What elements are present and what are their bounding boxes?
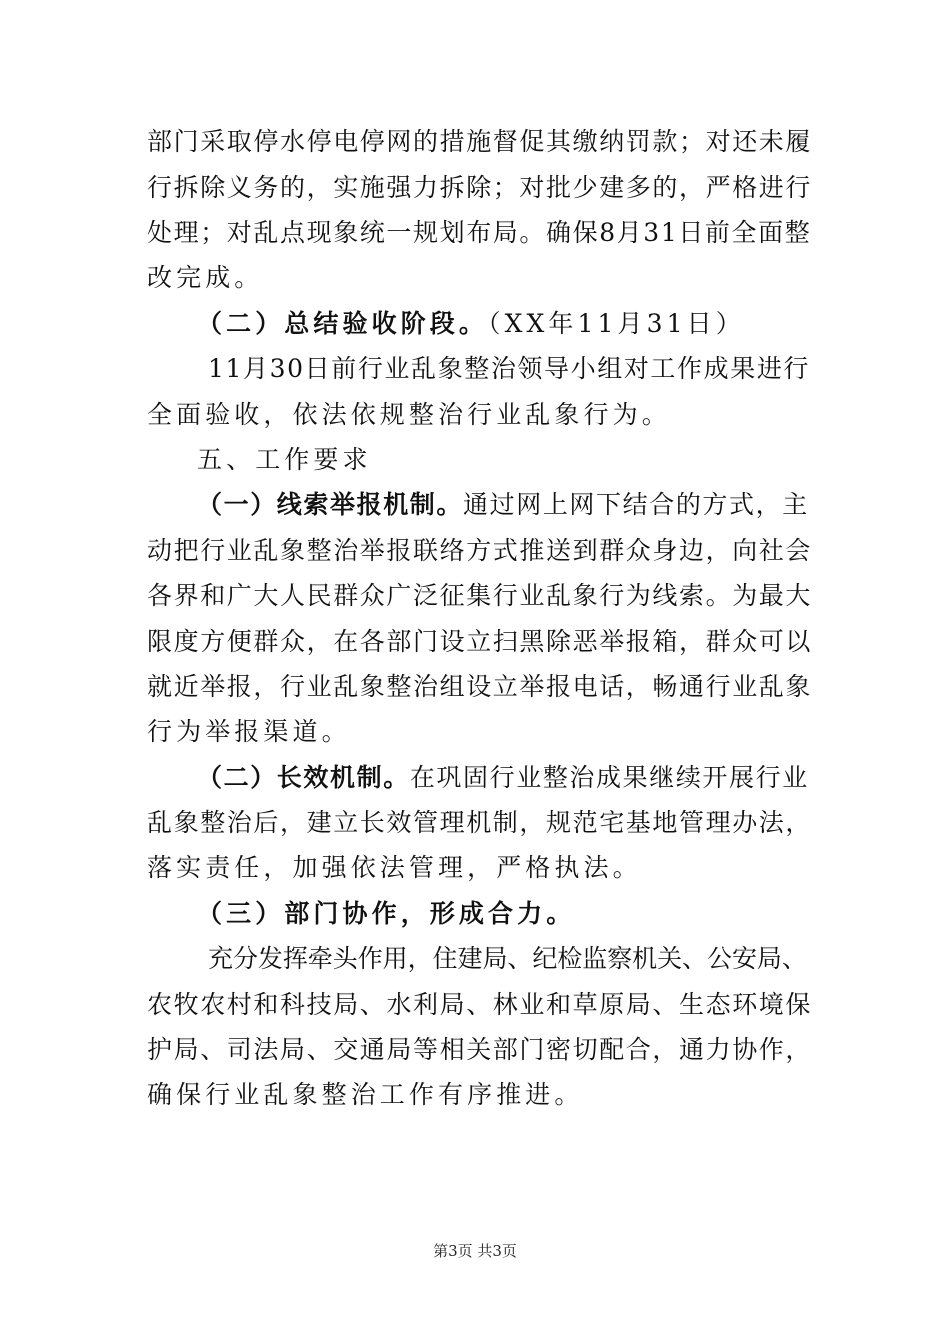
paragraph-line: 各界和广大人民群众广泛征集行业乱象行为线索。为最大 — [147, 581, 813, 610]
paragraph-line: 护局、司法局、交通局等相关部门密切配合，通力协作， — [147, 1035, 813, 1064]
paragraph-line: 改完成。 — [147, 263, 264, 292]
paragraph-line: 农牧农村和科技局、水利局、林业和草原局、生态环境保 — [147, 990, 813, 1019]
item-text: 在巩固行业整治成果继续开展行业 — [409, 763, 809, 792]
item-heading: （二）长效机制。 — [197, 763, 410, 792]
paragraph-line: 11月30日前行业乱象整治领导小组对工作成果进行 — [208, 354, 811, 383]
paragraph-line: 乱象整治后，建立长效管理机制，规范宅基地管理办法， — [147, 808, 813, 837]
paragraph-line: 动把行业乱象整治举报联络方式推送到群众身边，向社会 — [147, 536, 813, 565]
page-number-footer: 第3页 共3页 — [433, 1242, 517, 1260]
item-heading: （三）部门协作，形成合力。 — [197, 899, 576, 928]
section-heading: （二）总结验收阶段。 — [197, 309, 489, 338]
section-heading-line — [197, 309, 745, 339]
paragraph-line: 全面验收，依法依规整治行业乱象行为。 — [147, 400, 671, 429]
paragraph-line: 限度方便群众，在各部门设立扫黑除恶举报箱，群众可以 — [147, 627, 813, 656]
paragraph-line: 落实责任，加强依法管理，严格执法。 — [147, 853, 642, 882]
paragraph-line: 行为举报渠道。 — [147, 717, 351, 746]
paragraph-line: 就近举报，行业乱象整治组设立举报电话，畅通行业乱象 — [147, 672, 813, 701]
paragraph-line: 处理；对乱点现象统一规划布局。确保8月31日前全面整 — [147, 218, 812, 247]
item-heading-line — [197, 490, 809, 520]
item-heading-line — [197, 763, 809, 793]
paragraph-line: 行拆除义务的，实施强力拆除；对批少建多的，严格进行 — [147, 173, 813, 202]
item-text: 通过网上网下结合的方式，主 — [463, 490, 809, 519]
section-date: （XX年11月31日） — [488, 309, 745, 338]
paragraph-line: 充分发挥牵头作用，住建局、纪检监察机关、公安局、 — [208, 944, 807, 973]
paragraph-line: 确保行业乱象整治工作有序推进。 — [147, 1080, 584, 1109]
chapter-heading: 五、工作要求 — [197, 445, 372, 474]
item-heading: （一）线索举报机制。 — [197, 490, 464, 519]
paragraph-line: 部门采取停水停电停网的措施督促其缴纳罚款；对还未履 — [147, 127, 813, 156]
